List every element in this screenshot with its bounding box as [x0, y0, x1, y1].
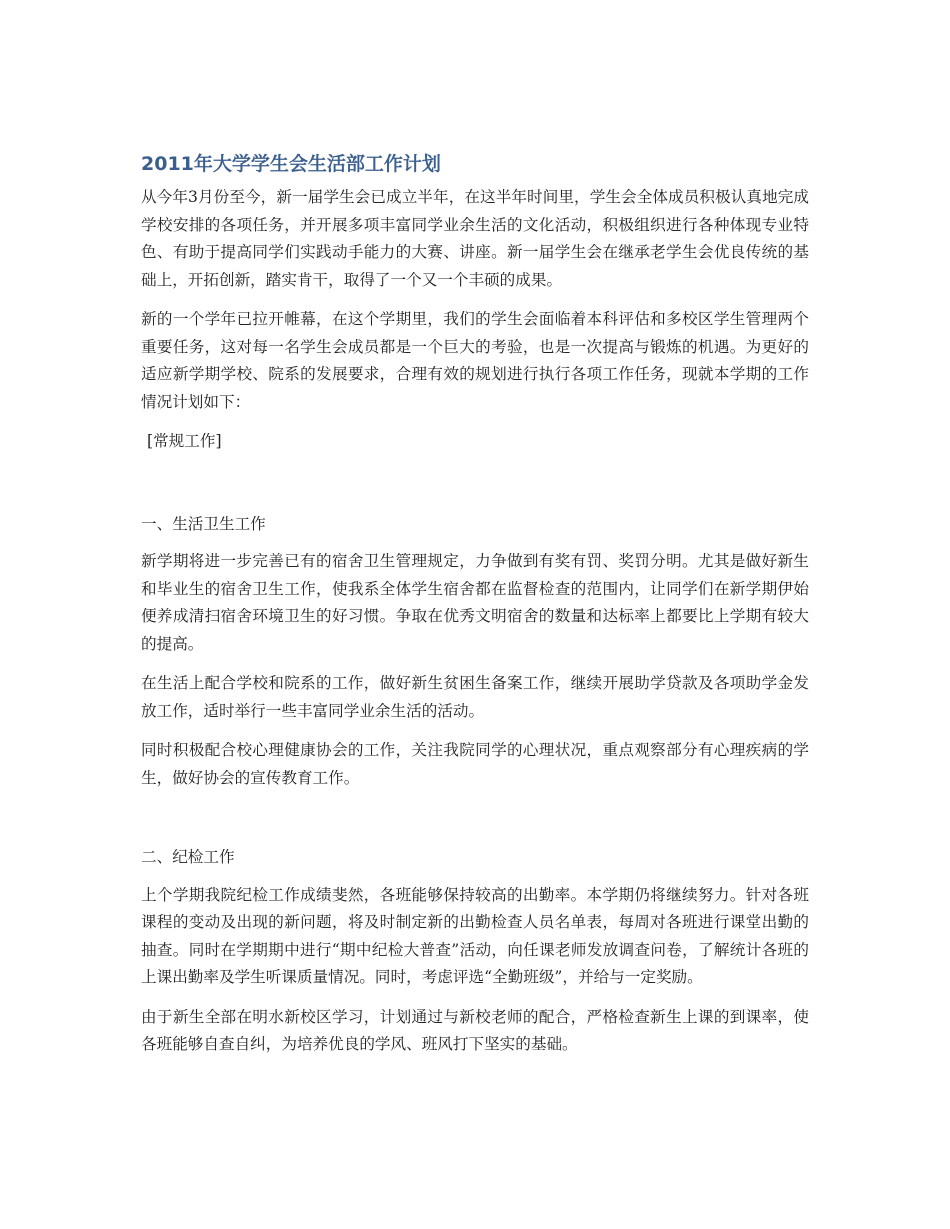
hygiene-paragraph-1: 新学期将进一步完善已有的宿舍卫生管理规定，力争做到有奖有罚、奖罚分明。尤其是做好新生和毕业生的宿舍卫生工作，使我系全体学生宿舍都在监督检查的范围内，让同学们在新学期伊始便养成清扫宿舍环境卫生的好习惯。争取在优秀文明宿舍的数量和达标率上都要比上学期有较大的提高。: [141, 552, 809, 653]
section-heading-hygiene: 一、生活卫生工作: [141, 514, 266, 533]
hygiene-paragraph-3: 同时积极配合校心理健康协会的工作，关注我院同学的心理状况，重点观察部分有心理疾病的学生，做好协会的宣传教育工作。: [141, 741, 809, 787]
document-page: [141, 150, 809, 1071]
intro-paragraph-2: 新的一个学年已拉开帷幕，在这个学期里，我们的学生会面临着本科评估和多校区学生管理两个重要任务，这对每一名学生会成员都是一个巨大的考验，也是一次提高与锻炼的机遇。为更好的适应新学期学校、院系的发展要求，合理有效的规划进行执行各项工作任务，现就本学期的工作情况计划如下：: [141, 310, 809, 411]
document-title: 2011年大学学生会生活部工作计划: [141, 153, 441, 175]
intro-paragraph-1: 从今年3月份至今，新一届学生会已成立半年，在这半年时间里，学生会全体成员积极认真地完成学校安排的各项任务，并开展多项丰富同学业余生活的文化活动，积极组织进行各种体现专业特色、有助于提高同学们实践动手能力的大赛、讲座。新一届学生会在继承老学生会优良传统的基础上，开拓创新，踏实肯干，取得了一个又一个丰硕的成果。: [141, 188, 809, 289]
discipline-paragraph-1: 上个学期我院纪检工作成绩斐然，各班能够保持较高的出勤率。本学期仍将继续努力。针对各班课程的变动及出现的新问题，将及时制定新的出勤检查人员名单表，每周对各班进行课堂出勤的抽查。同时在学期期中进行“期中纪检大普查”活动，向任课老师发放调查问卷，了解统计各班的上课出勤率及学生听课质量情况。同时，考虑评选“全勤班级”，并给与一定奖励。: [141, 885, 809, 986]
hygiene-paragraph-2: 在生活上配合学校和院系的工作，做好新生贫困生备案工作，继续开展助学贷款及各项助学金发放工作，适时举行一些丰富同学业余生活的活动。: [141, 674, 809, 720]
discipline-paragraph-2: 由于新生全部在明水新校区学习，计划通过与新校老师的配合，严格检查新生上课的到课率，使各班能够自查自纠，为培养优良的学风、班风打下坚实的基础。: [141, 1007, 809, 1053]
section-heading-discipline: 二、纪检工作: [141, 848, 235, 866]
routine-work-label: [常规工作]: [147, 432, 222, 450]
